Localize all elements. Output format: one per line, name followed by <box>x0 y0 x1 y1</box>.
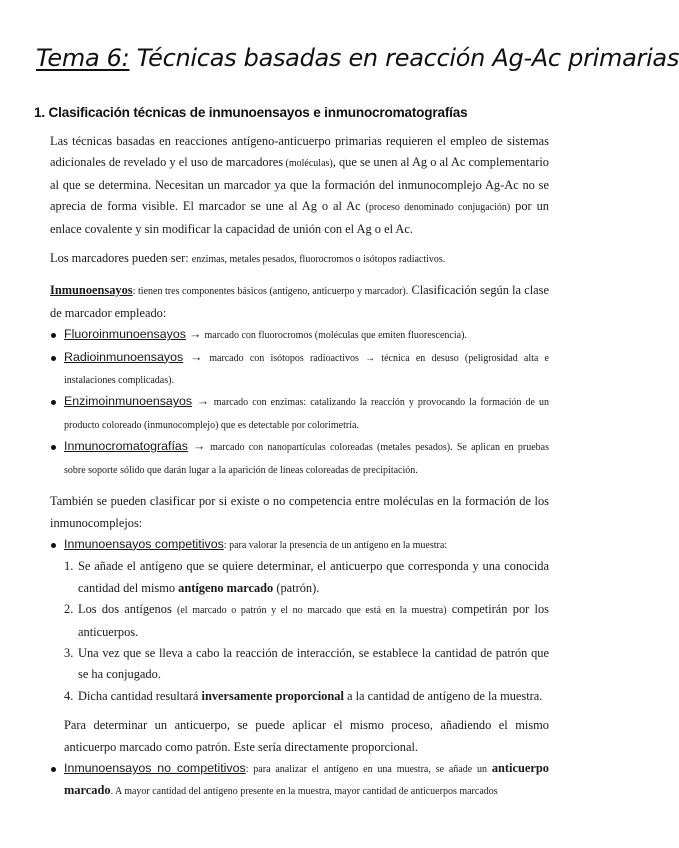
step-text: Dicha cantidad resultará <box>78 688 202 703</box>
step-item <box>64 556 549 599</box>
list-item-desc: marcado con enzimas: catalizando la reacción y provocando la formación de un producto coloreado (inmunocomplejo) que es detectable por colorimetría. <box>64 397 549 431</box>
step-text: Una vez que se lleva a cabo la reacción de interacción, se establece la cantidad de patrón que se ha conjugado. <box>78 645 549 682</box>
intro-note-b: (proceso denominado conjugación) <box>365 202 511 214</box>
intro-paragraph <box>50 131 549 240</box>
step-note: (el marcado o patrón y el no marcado que está en la muestra) <box>177 605 447 617</box>
noncompetitive-term: Inmunoensayos no competitivos <box>64 760 246 775</box>
page-title <box>36 44 679 72</box>
markers-list-text: enzimas, metales pesados, fluorocromos o isótopos radiactivos. <box>191 254 446 266</box>
list-item-term: Enzimoinmunoensayos <box>64 394 193 409</box>
list-item-term: Radioinmunoensayos <box>64 349 184 364</box>
list-item-desc: marcado con nanopartículas coloreadas (metales pesados). Se aplican en pruebas sobre soporte sólido que darán lugar a la aparición de líneas coloreadas de precipitación. <box>64 442 549 476</box>
step-number: 2. <box>64 602 74 617</box>
markers-text: Los marcadores pueden ser: <box>50 251 192 266</box>
step-text: Se añade el antígeno que se quiere determinar, el anticuerpo que corresponda y una conocida cantidad del mismo <box>78 559 549 595</box>
intro-text-c: por un enlace covalente y sin modificar la capacidad de unión con el Ag o el Ac. <box>50 199 549 236</box>
step-text: Los dos antígenos <box>78 602 178 617</box>
title-text: Técnicas basadas en reacción Ag-Ac primarias <box>129 44 679 72</box>
list-item <box>50 758 549 803</box>
list-item-term: Inmunocromatografías <box>64 439 188 454</box>
step-text: a la cantidad de antígeno de la muestra. <box>343 688 543 703</box>
marker-type-list <box>50 324 549 481</box>
step-number: 3. <box>64 645 74 660</box>
noncompetitive-bold: anticuerpo marcado <box>64 760 549 798</box>
step-number: 4. <box>64 688 74 703</box>
noncompetitive-desc: : para analizar el antígeno en una muestra, se añade un <box>245 763 492 775</box>
competitive-desc: : para valorar la presencia de un antígeno en la muestra: <box>223 539 448 551</box>
list-item-desc: marcado con isótopos radioactivos → técnica en desuso (peligrosidad alta e instalaciones complicadas). <box>64 352 549 387</box>
immunoassay-note: : tienen tres componentes básicos (antígeno, anticuerpo y marcador). <box>132 286 409 298</box>
noncompetitive-text: . A mayor cantidad del antígeno presente en la muestra, mayor cantidad de anticuerpos marcados <box>110 786 498 798</box>
title-prefix: Tema 6: <box>36 44 130 72</box>
list-item-term: Fluoroinmunoensayos <box>64 327 186 342</box>
intro-text-a: Las técnicas basadas en reacciones antígeno-anticuerpo primarias requieren el empleo de sistemas adicionales de revelado y el uso de marcadores <box>50 134 549 170</box>
immunoassay-term: Inmunoensayos <box>50 283 133 298</box>
section-heading: 1. Clasificación técnicas de inmunoensayos e inmunocromatografías <box>34 105 468 120</box>
step-item <box>64 686 549 707</box>
step-item <box>64 599 549 643</box>
step-bold: antígeno marcado <box>178 580 274 595</box>
list-item <box>50 347 549 392</box>
list-item <box>50 534 549 758</box>
intro-note-a: (moléculas) <box>283 158 333 170</box>
markers-paragraph <box>50 248 549 270</box>
immunoassay-text: Clasificación según la clase de marcador empleado: <box>50 283 549 320</box>
document-body <box>50 131 549 803</box>
step-bold: inversamente proporcional <box>201 688 344 703</box>
antibody-paragraph: Para determinar un anticuerpo, se puede aplicar el mismo proceso, añadiendo el mismo anticuerpo marcado como patrón. Este sería directamente proporcional. <box>64 718 549 754</box>
arrow-icon: → <box>185 327 205 342</box>
list-item <box>50 391 549 436</box>
list-item <box>50 436 549 481</box>
step-number: 1. <box>64 559 74 574</box>
step-text: competirán por los anticuerpos. <box>78 602 549 639</box>
arrow-icon: → <box>187 439 211 454</box>
arrow-icon: → <box>192 394 214 409</box>
competitive-steps <box>64 556 549 707</box>
competitive-term: Inmunoensayos competitivos <box>64 536 224 551</box>
list-item <box>50 324 549 346</box>
noncompetitive-list <box>50 758 549 803</box>
competitive-list <box>50 534 549 758</box>
list-item-desc: marcado con fluorocromos (moléculas que emiten fluorescencia). <box>204 330 467 342</box>
intro-text-b: , que se unen al Ag o al Ac complementario al que se determina. Necesitan un marcador ya que la formación del inmunocomplejo Ag-Ac no se aprecia de forma visible. El marcador se une al Ag o al Ac <box>50 155 549 214</box>
arrow-icon: → <box>183 349 210 364</box>
step-text: (patrón). <box>273 580 320 595</box>
immunoassay-paragraph <box>50 280 549 324</box>
step-item <box>64 643 549 686</box>
competition-paragraph: También se pueden clasificar por si existe o no competencia entre moléculas en la formación de los inmunocomplejos: <box>50 494 549 530</box>
